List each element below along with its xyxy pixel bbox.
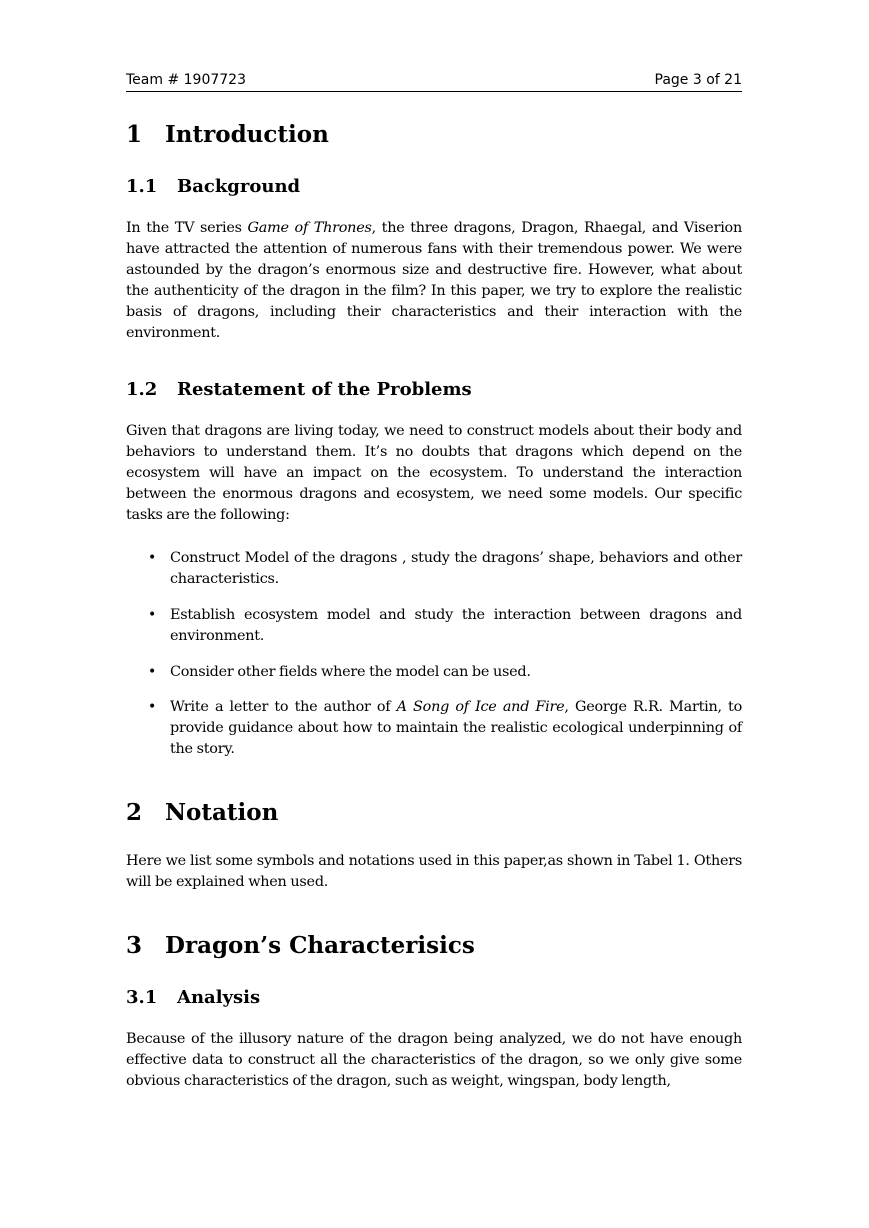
section-title: Introduction: [165, 121, 329, 148]
subsection-title: Background: [177, 176, 301, 197]
text-run: , the three dragons, Dragon, Rhaegal, and Viserion have attracted the attention of numerous fans with their tremendous power. We were astounded by the dragon’s enormous size and destructive fire. However, what about the authenticity of the dragon in the film? In this paper, we try to explore the realistic basis of dragons, including their characteristics and their interaction with the environment.: [126, 220, 742, 341]
bullet: •: [148, 550, 157, 566]
section-title: Dragon’s Characterisics: [165, 932, 475, 959]
section-number: 1: [126, 121, 143, 148]
list-item-text: [170, 697, 742, 760]
text-run: In the TV series: [126, 220, 248, 236]
subsection-title: Restatement of the Problems: [177, 379, 472, 400]
subsection-number: 3.1: [126, 987, 158, 1008]
italic-title: Game of Thrones: [247, 220, 372, 236]
list-item-text: Consider other fields where the model can be used.: [170, 664, 531, 680]
italic-title: A Song of Ice and Fire: [396, 699, 565, 715]
section-number: 3: [126, 932, 143, 959]
subsection-heading-restatement: [126, 379, 472, 400]
text-run: Write a letter to the author of: [170, 699, 397, 715]
bullet: •: [148, 607, 157, 623]
list-item-text: Construct Model of the dragons , study the dragons’ shape, behaviors and other characteristics.: [170, 550, 742, 587]
subsection-number: 1.1: [126, 176, 158, 197]
subsection-number: 1.2: [126, 379, 158, 400]
background-paragraph: [126, 218, 742, 344]
page-number: Page 3 of 21: [654, 72, 742, 88]
section-number: 2: [126, 799, 143, 826]
team-number: Team # 1907723: [126, 72, 246, 88]
section-heading-notation: [126, 799, 278, 826]
list-item-text: Establish ecosystem model and study the interaction between dragons and environment.: [170, 607, 742, 644]
running-header: [126, 71, 742, 92]
restatement-paragraph: Given that dragons are living today, we need to construct models about their body and behaviors to understand them. It’s no doubts that dragons which depend on the ecosystem will have an impact on the ecosystem. To understand the interaction between the enormous dragons and ecosystem, we need some models. Our specific tasks are the following:: [126, 423, 742, 523]
notation-paragraph: Here we list some symbols and notations used in this paper,as shown in Tabel 1. Others will be explained when used.: [126, 853, 742, 890]
subsection-heading-background: [126, 176, 300, 197]
text-run: , George R.R. Martin, to provide guidance about how to maintain the realistic ecological underpinning of the story.: [170, 699, 743, 757]
subsection-heading-analysis: [126, 987, 260, 1008]
subsection-title: Analysis: [177, 987, 261, 1008]
section-heading-characteristics: [126, 932, 475, 959]
section-title: Notation: [165, 799, 279, 826]
bullet: •: [148, 699, 157, 715]
section-heading-introduction: [126, 121, 329, 148]
analysis-paragraph: Because of the illusory nature of the dragon being analyzed, we do not have enough effective data to construct all the characteristics of the dragon, so we only give some obvious characteristics of the dragon, such as weight, wingspan, body length,: [126, 1031, 742, 1089]
bullet: •: [148, 664, 157, 680]
